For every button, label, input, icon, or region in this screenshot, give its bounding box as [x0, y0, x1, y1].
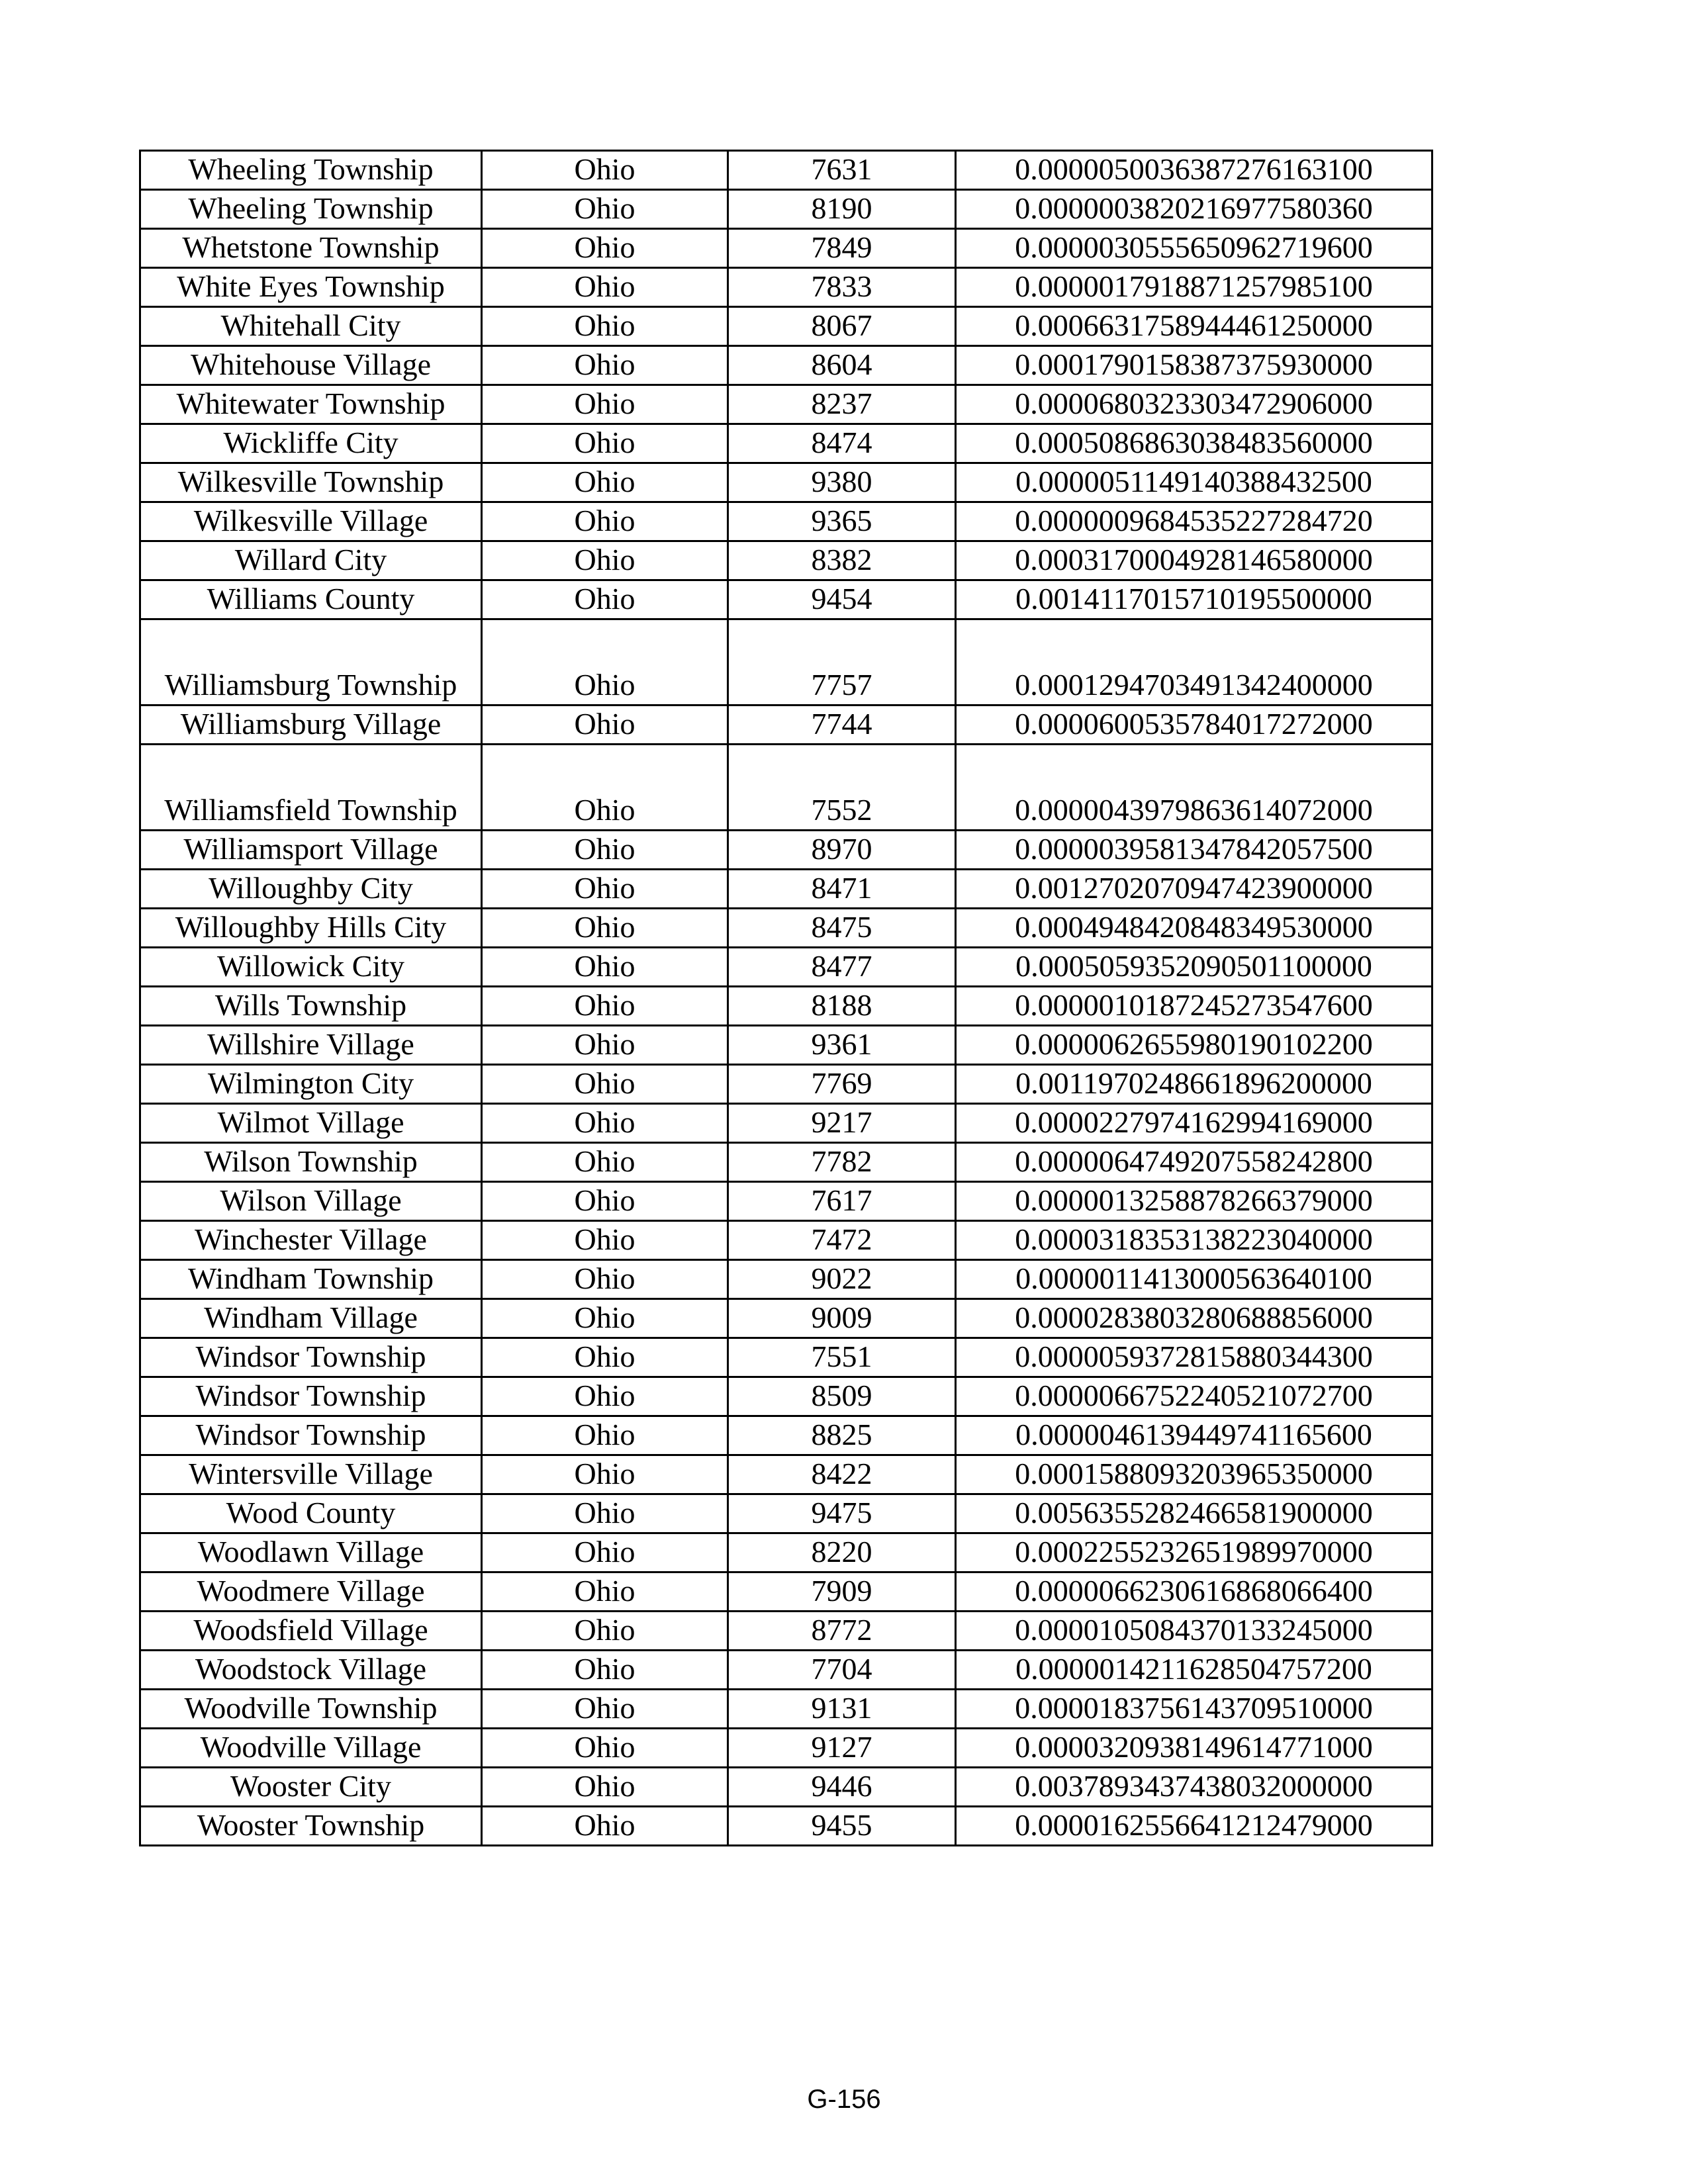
- state-cell: Ohio: [482, 1651, 728, 1690]
- subdivision-name-cell: Wilmington City: [140, 1065, 482, 1104]
- state-cell: Ohio: [482, 1572, 728, 1612]
- state-cell: Ohio: [482, 987, 728, 1026]
- subdivision-name-cell: Wooster City: [140, 1768, 482, 1807]
- state-cell: Ohio: [482, 745, 728, 831]
- code-cell: 8772: [728, 1612, 956, 1651]
- subdivision-name-cell: Woodstock Village: [140, 1651, 482, 1690]
- code-cell: 7631: [728, 151, 956, 190]
- allocation-value-cell: 0.0001790158387375930000: [956, 346, 1432, 385]
- allocation-value-cell: 0.0005059352090501100000: [956, 948, 1432, 987]
- code-cell: 9454: [728, 580, 956, 619]
- allocation-value-cell: 0.0000162556641212479000: [956, 1807, 1432, 1846]
- subdivision-name-cell: Wilkesville Township: [140, 463, 482, 502]
- code-cell: 8237: [728, 385, 956, 424]
- code-cell: 8190: [728, 190, 956, 229]
- allocation-value-cell: 0.0004948420848349530000: [956, 909, 1432, 948]
- table-row: [140, 1299, 1432, 1338]
- allocation-value-cell: 0.0000011413000563640100: [956, 1260, 1432, 1299]
- subdivision-name-cell: Whitewater Township: [140, 385, 482, 424]
- state-cell: Ohio: [482, 151, 728, 190]
- table-row: [140, 1651, 1432, 1690]
- subdivision-name-cell: Windsor Township: [140, 1416, 482, 1455]
- code-cell: 9455: [728, 1807, 956, 1846]
- state-cell: Ohio: [482, 541, 728, 580]
- allocation-value-cell: 0.0000030555650962719600: [956, 229, 1432, 268]
- subdivision-name-cell: Woodville Village: [140, 1729, 482, 1768]
- table-row: [140, 1768, 1432, 1807]
- allocation-value-cell: 0.0005086863038483560000: [956, 424, 1432, 463]
- table-body: [140, 151, 1432, 1846]
- table-row: [140, 151, 1432, 190]
- table-row: [140, 987, 1432, 1026]
- table-row: [140, 502, 1432, 541]
- table-row: [140, 1260, 1432, 1299]
- subdivision-name-cell: Williams County: [140, 580, 482, 619]
- allocation-value-cell: 0.0000009684535227284720: [956, 502, 1432, 541]
- allocation-value-cell: 0.0000064749207558242800: [956, 1143, 1432, 1182]
- state-cell: Ohio: [482, 870, 728, 909]
- table-row: [140, 1377, 1432, 1416]
- state-cell: Ohio: [482, 1416, 728, 1455]
- table-row: [140, 1533, 1432, 1572]
- state-cell: Ohio: [482, 1455, 728, 1494]
- code-cell: 7909: [728, 1572, 956, 1612]
- allocation-value-cell: 0.0000039581347842057500: [956, 831, 1432, 870]
- code-cell: 7472: [728, 1221, 956, 1260]
- state-cell: Ohio: [482, 1299, 728, 1338]
- code-cell: 9361: [728, 1026, 956, 1065]
- state-cell: Ohio: [482, 1221, 728, 1260]
- table-row: [140, 619, 1432, 705]
- allocation-value-cell: 0.0000105084370133245000: [956, 1612, 1432, 1651]
- code-cell: 8471: [728, 870, 956, 909]
- allocation-value-cell: 0.0006631758944461250000: [956, 307, 1432, 346]
- subdivision-name-cell: Whitehouse Village: [140, 346, 482, 385]
- allocation-value-cell: 0.0000017918871257985100: [956, 268, 1432, 307]
- code-cell: 8220: [728, 1533, 956, 1572]
- code-cell: 7757: [728, 619, 956, 705]
- state-cell: Ohio: [482, 229, 728, 268]
- state-cell: Ohio: [482, 948, 728, 987]
- code-cell: 7782: [728, 1143, 956, 1182]
- code-cell: 8970: [728, 831, 956, 870]
- state-cell: Ohio: [482, 385, 728, 424]
- subdivision-name-cell: Williamsfield Township: [140, 745, 482, 831]
- state-cell: Ohio: [482, 1690, 728, 1729]
- subdivision-name-cell: Williamsport Village: [140, 831, 482, 870]
- table-row: [140, 1065, 1432, 1104]
- state-cell: Ohio: [482, 1338, 728, 1377]
- code-cell: 7551: [728, 1338, 956, 1377]
- state-cell: Ohio: [482, 1807, 728, 1846]
- code-cell: 9446: [728, 1768, 956, 1807]
- table-row: [140, 346, 1432, 385]
- subdivision-name-cell: Windham Township: [140, 1260, 482, 1299]
- allocation-value-cell: 0.0011970248661896200000: [956, 1065, 1432, 1104]
- state-cell: Ohio: [482, 1026, 728, 1065]
- table-row: [140, 1221, 1432, 1260]
- state-cell: Ohio: [482, 619, 728, 705]
- code-cell: 9365: [728, 502, 956, 541]
- state-cell: Ohio: [482, 1377, 728, 1416]
- table-row: [140, 948, 1432, 987]
- allocation-value-cell: 0.0000183756143709510000: [956, 1690, 1432, 1729]
- subdivision-name-cell: Wooster Township: [140, 1807, 482, 1846]
- subdivision-name-cell: Wilmot Village: [140, 1104, 482, 1143]
- allocation-table: [139, 150, 1433, 1846]
- state-cell: Ohio: [482, 831, 728, 870]
- state-cell: Ohio: [482, 1143, 728, 1182]
- code-cell: 8474: [728, 424, 956, 463]
- subdivision-name-cell: Wintersville Village: [140, 1455, 482, 1494]
- state-cell: Ohio: [482, 1104, 728, 1143]
- state-cell: Ohio: [482, 1182, 728, 1221]
- allocation-value-cell: 0.0000043979863614072000: [956, 745, 1432, 831]
- allocation-value-cell: 0.0000066230616868066400: [956, 1572, 1432, 1612]
- table-row: [140, 1143, 1432, 1182]
- table-row: [140, 385, 1432, 424]
- state-cell: Ohio: [482, 1494, 728, 1533]
- code-cell: 8477: [728, 948, 956, 987]
- allocation-value-cell: 0.0001294703491342400000: [956, 619, 1432, 705]
- subdivision-name-cell: White Eyes Township: [140, 268, 482, 307]
- table-row: [140, 463, 1432, 502]
- allocation-value-cell: 0.0014117015710195500000: [956, 580, 1432, 619]
- subdivision-name-cell: Wood County: [140, 1494, 482, 1533]
- state-cell: Ohio: [482, 1768, 728, 1807]
- table-row: [140, 580, 1432, 619]
- state-cell: Ohio: [482, 1260, 728, 1299]
- code-cell: 8604: [728, 346, 956, 385]
- code-cell: 8422: [728, 1455, 956, 1494]
- subdivision-name-cell: Wilson Township: [140, 1143, 482, 1182]
- code-cell: 9127: [728, 1729, 956, 1768]
- code-cell: 8475: [728, 909, 956, 948]
- allocation-value-cell: 0.0000051149140388432500: [956, 463, 1432, 502]
- subdivision-name-cell: Woodville Township: [140, 1690, 482, 1729]
- page-number: G-156: [807, 2085, 881, 2114]
- state-cell: Ohio: [482, 190, 728, 229]
- subdivision-name-cell: Wickliffe City: [140, 424, 482, 463]
- code-cell: 7704: [728, 1651, 956, 1690]
- code-cell: 9380: [728, 463, 956, 502]
- code-cell: 8188: [728, 987, 956, 1026]
- subdivision-name-cell: Willoughby City: [140, 870, 482, 909]
- table-row: [140, 745, 1432, 831]
- allocation-value-cell: 0.0000010187245273547600: [956, 987, 1432, 1026]
- code-cell: 7833: [728, 268, 956, 307]
- subdivision-name-cell: Wheeling Township: [140, 151, 482, 190]
- state-cell: Ohio: [482, 580, 728, 619]
- allocation-value-cell: 0.0000600535784017272000: [956, 705, 1432, 745]
- subdivision-name-cell: Willard City: [140, 541, 482, 580]
- table-row: [140, 1338, 1432, 1377]
- table-row: [140, 1729, 1432, 1768]
- subdivision-name-cell: Willshire Village: [140, 1026, 482, 1065]
- table-row: [140, 1572, 1432, 1612]
- subdivision-name-cell: Woodlawn Village: [140, 1533, 482, 1572]
- subdivision-name-cell: Woodsfield Village: [140, 1612, 482, 1651]
- state-cell: Ohio: [482, 463, 728, 502]
- state-cell: Ohio: [482, 424, 728, 463]
- state-cell: Ohio: [482, 1065, 728, 1104]
- subdivision-name-cell: Williamsburg Township: [140, 619, 482, 705]
- table-row: [140, 541, 1432, 580]
- state-cell: Ohio: [482, 1729, 728, 1768]
- allocation-value-cell: 0.0000680323303472906000: [956, 385, 1432, 424]
- code-cell: 8067: [728, 307, 956, 346]
- subdivision-name-cell: Whetstone Township: [140, 229, 482, 268]
- allocation-value-cell: 0.0003170004928146580000: [956, 541, 1432, 580]
- table-row: [140, 1690, 1432, 1729]
- allocation-value-cell: 0.0056355282466581900000: [956, 1494, 1432, 1533]
- code-cell: 9475: [728, 1494, 956, 1533]
- code-cell: 9009: [728, 1299, 956, 1338]
- table-row: [140, 1612, 1432, 1651]
- allocation-value-cell: 0.0000318353138223040000: [956, 1221, 1432, 1260]
- table-row: [140, 1182, 1432, 1221]
- code-cell: 7552: [728, 745, 956, 831]
- subdivision-name-cell: Willowick City: [140, 948, 482, 987]
- allocation-value-cell: 0.0037893437438032000000: [956, 1768, 1432, 1807]
- allocation-value-cell: 0.0012702070947423900000: [956, 870, 1432, 909]
- code-cell: 9131: [728, 1690, 956, 1729]
- code-cell: 7849: [728, 229, 956, 268]
- subdivision-name-cell: Woodmere Village: [140, 1572, 482, 1612]
- table-row: [140, 705, 1432, 745]
- state-cell: Ohio: [482, 307, 728, 346]
- code-cell: 9217: [728, 1104, 956, 1143]
- allocation-value-cell: 0.0000066752240521072700: [956, 1377, 1432, 1416]
- table-row: [140, 307, 1432, 346]
- table-row: [140, 1494, 1432, 1533]
- table-row: [140, 831, 1432, 870]
- code-cell: 8825: [728, 1416, 956, 1455]
- subdivision-name-cell: Windsor Township: [140, 1377, 482, 1416]
- subdivision-name-cell: Willoughby Hills City: [140, 909, 482, 948]
- state-cell: Ohio: [482, 502, 728, 541]
- state-cell: Ohio: [482, 1533, 728, 1572]
- state-cell: Ohio: [482, 705, 728, 745]
- allocation-value-cell: 0.0000014211628504757200: [956, 1651, 1432, 1690]
- code-cell: 9022: [728, 1260, 956, 1299]
- allocation-value-cell: 0.0001588093203965350000: [956, 1455, 1432, 1494]
- allocation-value-cell: 0.0000283803280688856000: [956, 1299, 1432, 1338]
- table-row: [140, 1807, 1432, 1846]
- subdivision-name-cell: Windham Village: [140, 1299, 482, 1338]
- allocation-value-cell: 0.0000046139449741165600: [956, 1416, 1432, 1455]
- subdivision-name-cell: Whitehall City: [140, 307, 482, 346]
- subdivision-name-cell: Williamsburg Village: [140, 705, 482, 745]
- table-row: [140, 1104, 1432, 1143]
- allocation-value-cell: 0.0000227974162994169000: [956, 1104, 1432, 1143]
- allocation-value-cell: 0.0000062655980190102200: [956, 1026, 1432, 1065]
- subdivision-name-cell: Wills Township: [140, 987, 482, 1026]
- state-cell: Ohio: [482, 1612, 728, 1651]
- allocation-value-cell: 0.0000003820216977580360: [956, 190, 1432, 229]
- subdivision-name-cell: Wilkesville Village: [140, 502, 482, 541]
- state-cell: Ohio: [482, 346, 728, 385]
- subdivision-name-cell: Wilson Village: [140, 1182, 482, 1221]
- subdivision-name-cell: Wheeling Township: [140, 190, 482, 229]
- state-cell: Ohio: [482, 268, 728, 307]
- table-row: [140, 229, 1432, 268]
- allocation-value-cell: 0.0000013258878266379000: [956, 1182, 1432, 1221]
- allocation-value-cell: 0.0000320938149614771000: [956, 1729, 1432, 1768]
- table-row: [140, 190, 1432, 229]
- code-cell: 7769: [728, 1065, 956, 1104]
- table-row: [140, 424, 1432, 463]
- table-row: [140, 1026, 1432, 1065]
- table-row: [140, 870, 1432, 909]
- state-cell: Ohio: [482, 909, 728, 948]
- table-row: [140, 1455, 1432, 1494]
- allocation-value-cell: 0.0002255232651989970000: [956, 1533, 1432, 1572]
- code-cell: 7617: [728, 1182, 956, 1221]
- code-cell: 7744: [728, 705, 956, 745]
- code-cell: 8509: [728, 1377, 956, 1416]
- table-row: [140, 909, 1432, 948]
- subdivision-name-cell: Winchester Village: [140, 1221, 482, 1260]
- code-cell: 8382: [728, 541, 956, 580]
- subdivision-name-cell: Windsor Township: [140, 1338, 482, 1377]
- table-row: [140, 268, 1432, 307]
- allocation-value-cell: 0.0000059372815880344300: [956, 1338, 1432, 1377]
- table-row: [140, 1416, 1432, 1455]
- allocation-value-cell: 0.0000050036387276163100: [956, 151, 1432, 190]
